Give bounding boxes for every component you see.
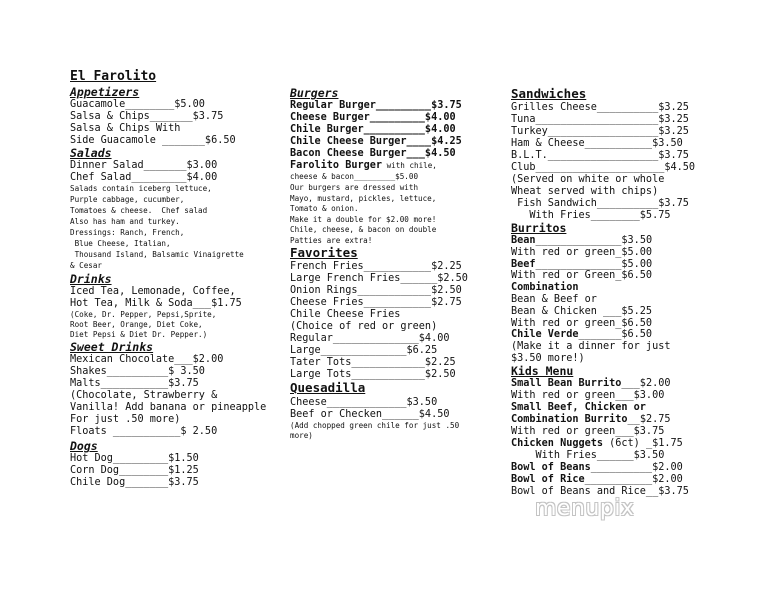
menu-item: Corn Dog________$1.25: [70, 465, 199, 476]
menu-item: Turkey__________________$3.25: [511, 126, 689, 137]
menu-item: Cheese_____________$3.50: [290, 397, 438, 408]
menu-item: Bean & Beef or: [511, 294, 597, 305]
menu-item: Combination Burrito__$2.75: [511, 413, 671, 425]
menu-item: With red or Green_$6.50: [511, 270, 653, 282]
salads-note: Purple cabbage, cucumber,: [70, 195, 185, 204]
menu-item: Salsa & Chips With: [70, 123, 181, 134]
menu-item: Bowl of Beans and Rice__$3.75: [511, 485, 689, 497]
menu-item: Fish Sandwich__________$3.75: [511, 198, 689, 209]
menu-item: Club_____________________$4.50: [511, 162, 696, 173]
section-drinks-header: Drinks: [70, 272, 112, 286]
menu-item: Mexican Chocolate___$2.00: [70, 354, 224, 365]
menu-item: (Served on white or whole: [511, 174, 665, 185]
menu-item: With Fries______$3.50: [511, 449, 665, 461]
section-kids-menu-header: Kids Menu: [511, 363, 574, 378]
menu-item: Small Bean Burrito___$2.00: [511, 377, 671, 389]
salads-note: Salads contain iceberg lettuce,: [70, 184, 212, 193]
menu-item: Beef______________$5.00: [511, 258, 653, 270]
menu-item: Grilles Cheese__________$3.25: [511, 102, 689, 113]
menu-item: Cheese Fries___________$2.75: [290, 297, 462, 308]
menu-item: Side Guacamole _______$6.50: [70, 135, 236, 146]
burger-note: Chile, cheese, & bacon on double: [290, 225, 437, 234]
salads-note: Also has ham and turkey.: [70, 217, 180, 226]
menu-item: Chile Cheese Burger____$4.25: [290, 136, 462, 147]
menu-item: Hot Tea, Milk & Soda___$1.75: [70, 298, 242, 309]
menu-item: Chile Burger__________$4.00: [290, 124, 456, 135]
menu-item: Tater Tots____________$2.25: [290, 357, 456, 368]
menu-item: cheese & bacon_________$5.00: [290, 172, 419, 181]
menu-item: Bowl of Beans__________$2.00: [511, 461, 683, 473]
menu-item: For just .50 more): [70, 414, 181, 425]
menu-item: Large Tots____________$2.50: [290, 369, 456, 380]
menupix-watermark: menupix: [535, 496, 635, 521]
section-sandwiches-header: Sandwiches: [511, 86, 587, 101]
drinks-note: (Coke, Dr. Pepper, Pepsi,Sprite,: [70, 310, 217, 319]
section-appetizers-header: Appetizers: [70, 85, 140, 99]
menu-item: With red or green___$3.75: [511, 425, 665, 437]
menu-item: Small Beef, Chicken or: [511, 401, 646, 413]
section-burgers-header: Burgers: [290, 86, 339, 100]
menu-item: Large______________$6.25: [290, 345, 438, 356]
menu-item: Guacamole________$5.00: [70, 99, 205, 110]
quesadilla-note: (Add chopped green chile for just .50: [290, 421, 460, 430]
menu-item: With red or green___$3.00: [511, 389, 665, 401]
salads-note: & Cesar: [70, 261, 103, 270]
menu-item: Wheat served with chips): [511, 186, 659, 197]
menu-item: Bean & Chicken ___$5.25: [511, 305, 653, 317]
burger-note: Mayo, mustard, pickles, lettuce,: [290, 193, 437, 203]
menu-item: (Choice of red or green): [290, 321, 438, 332]
salads-note: Thousand Island, Balsamic Vinaigrette: [70, 250, 244, 259]
menu-item: Beef or Checken______$4.50: [290, 409, 450, 420]
menu-item: Onion Rings____________$2.50: [290, 285, 462, 296]
section-favorites-header: Favorites: [290, 245, 358, 260]
menu-item: Farolito Burger with chile,: [290, 160, 437, 171]
section-salads-header: Salads: [70, 146, 112, 160]
menu-item: Combination: [511, 282, 579, 294]
menu-item: $3.50 more!): [511, 353, 585, 364]
menu-item: Regular Burger_________$3.75: [290, 100, 462, 111]
menu-item: Regular______________$4.00: [290, 333, 450, 344]
menu-item: Bean______________$3.50: [511, 235, 653, 246]
menu-item: (Chocolate, Strawberry &: [70, 390, 218, 401]
menu-item: Chile Cheese Fries: [290, 309, 401, 320]
menu-item: Vanilla! Add banana or pineapple: [70, 402, 267, 413]
section-quesadilla-header: Quesadilla: [290, 380, 366, 395]
salads-note: Dressings: Ranch, French,: [70, 228, 185, 237]
menu-item: Chef Salad_________$4.00: [70, 172, 218, 183]
salads-note: Tomatoes & cheese. Chef salad: [70, 206, 208, 215]
drinks-note: Diet Pepsi & Diet Dr. Pepper.): [70, 330, 208, 339]
menu-item: Chile Dog_______$3.75: [70, 477, 199, 488]
menu-item: Cheese Burger_________$4.00: [290, 112, 456, 123]
menu-item: Iced Tea, Lemonade, Coffee,: [70, 286, 236, 297]
menu-item: Floats ___________$ 2.50: [70, 426, 218, 437]
menu-item: With Fries________$5.75: [511, 210, 671, 221]
burger-note: Patties are extra!: [290, 235, 373, 245]
menu-item: Bowl of Rice___________$2.00: [511, 473, 683, 485]
section-burritos-header: Burritos: [511, 221, 567, 235]
burger-note: Make it a double for $2.00 more!: [290, 214, 437, 224]
menu-item: Malts___________$3.75: [70, 378, 199, 389]
section-sweet-drinks-header: Sweet Drinks: [70, 340, 154, 354]
menu-item: (Make it a dinner for just: [511, 341, 671, 353]
burger-note: Our burgers are dressed with: [290, 183, 419, 192]
drinks-note: Root Beer, Orange, Diet Coke,: [70, 320, 203, 329]
menu-item: Tuna____________________$3.25: [511, 114, 689, 125]
quesadilla-note: more): [290, 431, 313, 440]
menu-item: Hot Dog_________$1.50: [70, 453, 199, 464]
menu-item: Ham & Cheese___________$3.50: [511, 138, 683, 149]
menu-item: Dinner Salad_______$3.00: [70, 160, 218, 171]
menu-item: Shakes__________$ 3.50: [70, 366, 205, 377]
menu-item: Large French Fries______$2.50: [290, 273, 468, 284]
salads-note: Blue Cheese, Italian,: [70, 239, 171, 248]
menu-item: With red or green_$5.00: [511, 246, 653, 258]
menu-item: Salsa & Chips_______$3.75: [70, 111, 224, 122]
menu-item: B.L.T.__________________$3.75: [511, 150, 689, 161]
burger-note: Tomato & onion.: [290, 204, 359, 213]
menu-item: Chile Verde_______$6.50: [511, 329, 653, 341]
menu-item: With red or green_$6.50: [511, 317, 653, 329]
restaurant-title: El Farolito: [70, 69, 157, 84]
menu-item: French Fries___________$2.25: [290, 261, 462, 272]
section-dogs-header: Dogs: [70, 439, 98, 453]
menu-item: Bacon Cheese Burger___$4.50: [290, 148, 456, 159]
menu-item: Chicken Nuggets (6ct) _$1.75: [511, 437, 683, 449]
